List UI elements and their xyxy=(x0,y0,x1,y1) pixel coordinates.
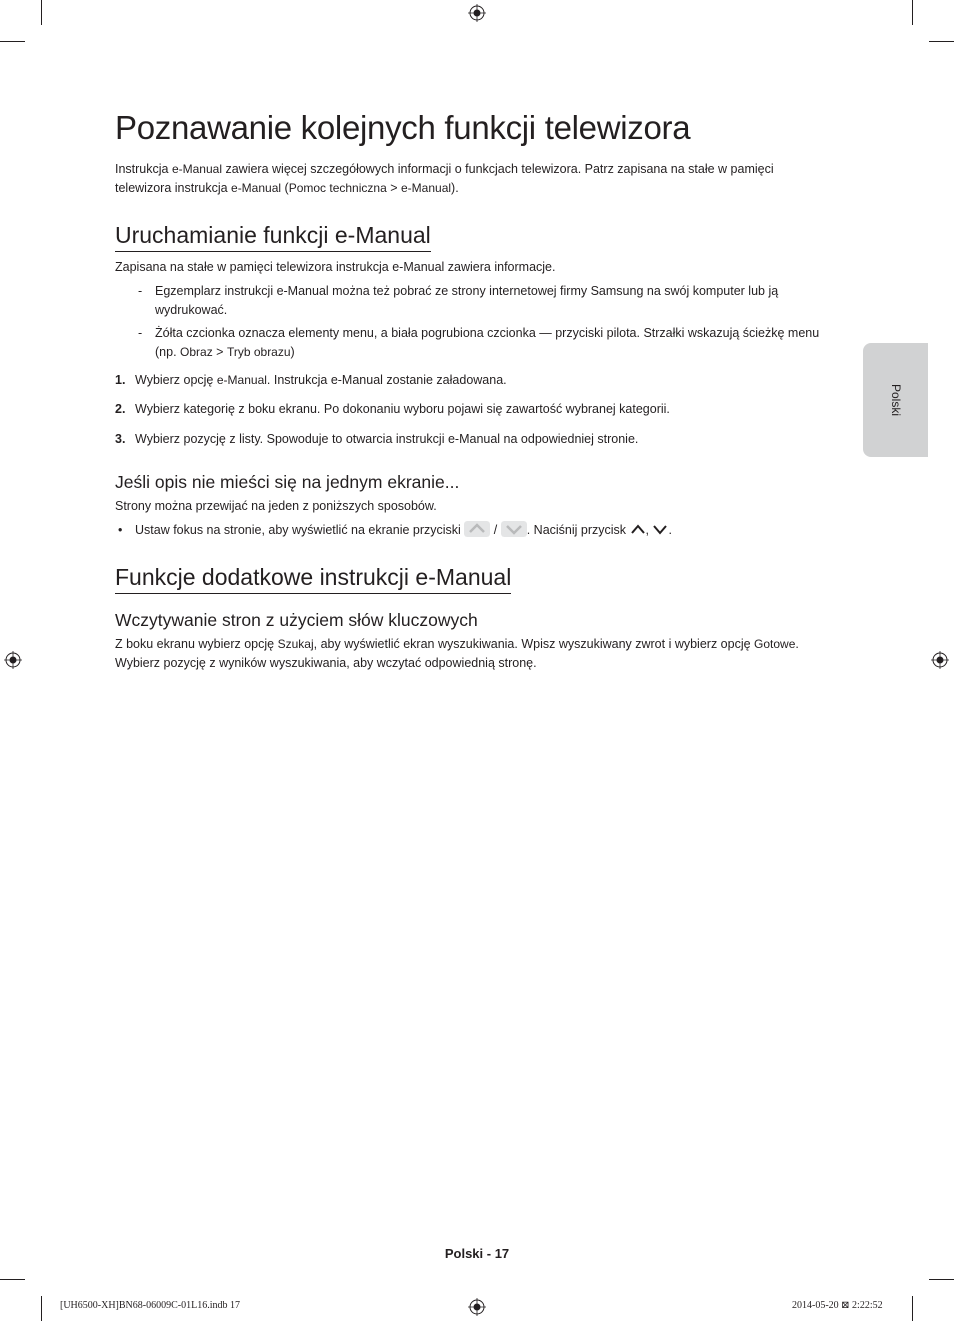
print-slug-date: 2014-05-20 ⊠ 2:22:52 xyxy=(792,1300,883,1311)
step-item: 1. Wybierz opcję e-Manual. Instrukcja e-Manual zostanie załadowana. xyxy=(115,371,825,390)
section-heading-additional: Funkcje dodatkowe instrukcji e-Manual xyxy=(115,562,511,594)
bullet-item: • Ustaw fokus na stronie, aby wyświetlić na ekranie przyciski / . Naciśnij przycisk , . xyxy=(115,521,825,540)
page-content xyxy=(115,106,825,673)
crop-mark xyxy=(0,1279,25,1280)
page-number: Polski - 17 xyxy=(444,1246,510,1261)
step-number: 1. xyxy=(115,373,126,387)
crop-mark xyxy=(912,0,913,25)
sub-heading-scroll: Jeśli opis nie mieści się na jednym ekranie... xyxy=(115,472,460,492)
crop-mark xyxy=(929,41,954,42)
dash-marker: - xyxy=(138,326,143,340)
registration-mark-icon xyxy=(468,1298,486,1316)
scroll-down-button-icon xyxy=(501,521,527,537)
keywords-paragraph: Z boku ekranu wybierz opcję Szukaj, aby wyświetlić ekran wyszukiwania. Wpisz wyszukiwany zwrot i wybierz opcję Gotowe. Wybierz pozycję z wyników wyszukiwania, aby wczytać odpowiednią stronę. xyxy=(115,637,799,670)
language-side-tab-label: Polski xyxy=(888,383,903,417)
note-item: - Egzemplarz instrukcji e-Manual można też pobrać ze strony internetowej firmy Samsung na swój komputer lub ją wydrukować. xyxy=(138,284,779,317)
registration-mark-icon xyxy=(931,651,949,669)
page-title: Poznawanie kolejnych funkcji telewizora xyxy=(115,109,691,146)
section-lead: Zapisana na stałe w pamięci telewizora instrukcja e-Manual zawiera informacje. xyxy=(115,260,556,274)
intro-paragraph: Instrukcja e-Manual zawiera więcej szczegółowych informacji o funkcjach telewizora. Patrz zapisana na stałe w pamięci telewizora instrukcja e-Manual (Pomoc techniczna > e-Manual). xyxy=(115,162,774,195)
registration-mark-icon xyxy=(4,651,22,669)
dash-marker: - xyxy=(138,284,143,298)
note-item: - Żółta czcionka oznacza elementy menu, a biała pogrubiona czcionka — przyciski pilota. Strzałki wskazują ścieżkę menu (np. Obraz > Tryb obrazu) xyxy=(138,326,820,359)
scroll-up-button-icon xyxy=(464,521,490,537)
section-heading-e-manual: Uruchamianie funkcji e-Manual xyxy=(115,220,431,252)
step-number: 3. xyxy=(115,432,126,446)
step-item: 2. Wybierz kategorię z boku ekranu. Po dokonaniu wyboru pojawi się zawartość wybranej kategorii. xyxy=(115,400,825,419)
crop-mark xyxy=(41,1296,42,1321)
sub-heading-keywords: Wczytywanie stron z użyciem słów kluczowych xyxy=(115,610,478,630)
language-side-tab xyxy=(863,343,928,457)
step-item: 3. Wybierz pozycję z listy. Spowoduje to otwarcia instrukcji e-Manual na odpowiedniej stronie. xyxy=(115,430,825,449)
sub-lead: Strony można przewijać na jeden z poniższych sposobów. xyxy=(115,499,437,513)
registration-mark-icon xyxy=(468,4,486,22)
crop-mark xyxy=(0,41,25,42)
crop-mark xyxy=(929,1279,954,1280)
chevron-up-icon xyxy=(630,523,646,535)
bullet-marker: • xyxy=(118,523,123,537)
step-number: 2. xyxy=(115,402,126,416)
chevron-down-icon xyxy=(652,523,668,535)
crop-mark xyxy=(41,0,42,25)
crop-mark xyxy=(912,1296,913,1321)
print-slug-file: [UH6500-XH]BN68-06009C-01L16.indb 17 xyxy=(60,1300,240,1311)
